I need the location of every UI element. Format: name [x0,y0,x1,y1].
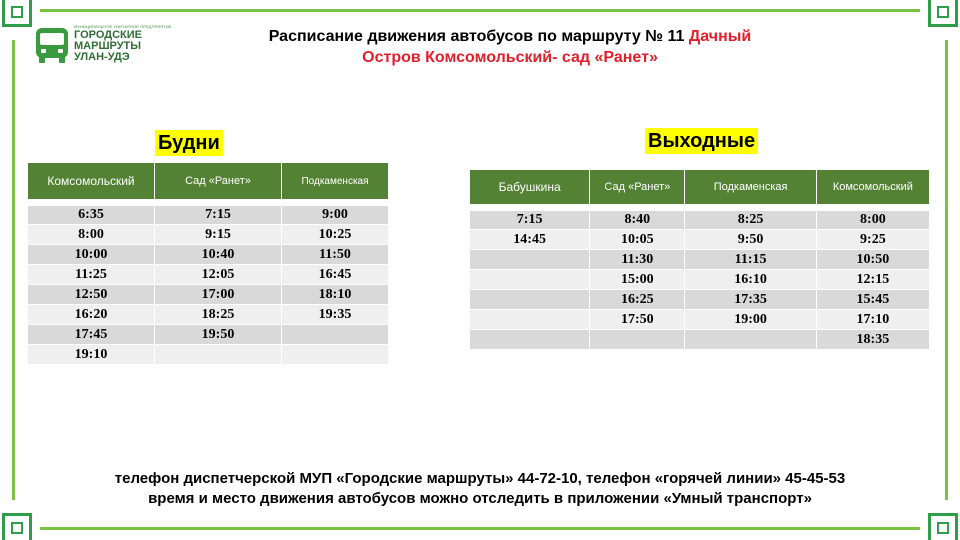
weekday-row [28,225,388,245]
weekend-time-cell: 11:15 [685,250,815,270]
weekend-time-cell: 16:10 [685,270,815,290]
weekday-time-cell: 10:00 [28,245,154,265]
weekday-time-cell: 8:00 [28,225,154,245]
weekday-row [28,345,388,365]
page-subtitle: Остров Комсомольский- сад «Ранет» [362,49,658,66]
weekend-time-cell: 9:50 [685,230,815,250]
weekend-time-cell [470,310,589,330]
weekend-row [470,270,929,290]
weekday-row [28,245,388,265]
title-accent: Дачный [688,28,752,45]
weekend-time-cell [470,270,589,290]
weekend-time-cell: 7:15 [470,206,589,230]
weekday-time-cell: 10:25 [282,225,388,245]
weekday-time-cell: 6:35 [28,201,154,225]
weekday-time-cell: 7:15 [155,201,281,225]
weekday-time-cell: 19:50 [155,325,281,345]
weekend-time-cell: 8:00 [817,206,929,230]
bus-icon [34,26,70,64]
weekday-time-cell [282,345,388,365]
weekday-col-header: Комсомольский [28,163,154,201]
weekdays-label: Будни [155,130,223,156]
weekday-time-cell: 19:10 [28,345,154,365]
weekend-time-cell: 10:05 [590,230,684,250]
weekend-col-header: Бабушкина [470,170,589,206]
footer-app-line: время и место движения автобусов можно отследить в приложении «Умный транспорт» [148,490,812,507]
weekday-row [28,305,388,325]
frame-left-line [12,40,15,500]
frame-corner-bottom-left [2,513,32,540]
weekend-time-cell: 14:45 [470,230,589,250]
weekends-label: Выходные [645,128,758,154]
weekend-time-cell: 12:15 [817,270,929,290]
weekday-time-cell: 17:00 [155,285,281,305]
weekend-row [470,310,929,330]
weekend-time-cell [685,330,815,350]
weekend-time-cell: 8:40 [590,206,684,230]
weekday-time-cell: 12:05 [155,265,281,285]
weekend-col-header: Сад «Ранет» [590,170,684,206]
frame-corner-top-right [928,0,958,27]
weekend-row [470,330,929,350]
logo-line-1: ГОРОДСКИЕ [74,29,142,41]
weekday-time-cell: 9:15 [155,225,281,245]
weekend-time-cell [470,250,589,270]
weekday-time-cell: 11:50 [282,245,388,265]
weekday-time-cell: 18:25 [155,305,281,325]
weekend-row [470,250,929,270]
weekend-time-cell: 15:45 [817,290,929,310]
logo-line-3: УЛАН-УДЭ [74,51,130,63]
weekend-time-cell: 9:25 [817,230,929,250]
frame-bottom-line [40,527,920,530]
weekend-row [470,206,929,230]
weekend-time-cell: 11:30 [590,250,684,270]
weekend-time-cell [470,330,589,350]
weekend-col-header: Комсомольский [817,170,929,206]
weekend-time-cell: 15:00 [590,270,684,290]
weekday-time-cell [282,325,388,345]
weekday-time-cell: 10:40 [155,245,281,265]
weekday-row [28,285,388,305]
weekend-time-cell: 16:25 [590,290,684,310]
page-title [170,28,850,46]
weekday-time-cell: 11:25 [28,265,154,285]
weekend-time-cell: 18:35 [817,330,929,350]
weekday-time-cell: 12:50 [28,285,154,305]
weekday-col-header: Сад «Ранет» [155,163,281,201]
weekend-time-cell: 17:35 [685,290,815,310]
weekend-time-cell [590,330,684,350]
weekday-time-cell [155,345,281,365]
frame-right-line [945,40,948,500]
company-logo [34,20,172,70]
title-main: Расписание движения автобусов по маршруту № 11 [268,28,685,45]
logo-small-text: МУНИЦИПАЛЬНОЕ УНИТАРНОЕ ПРЕДПРИЯТИЕ [74,24,172,29]
weekday-time-cell: 16:45 [282,265,388,285]
weekend-row [470,230,929,250]
weekend-time-cell: 17:50 [590,310,684,330]
weekday-time-cell: 18:10 [282,285,388,305]
weekend-row [470,290,929,310]
weekend-time-cell [470,290,589,310]
weekday-row [28,201,388,225]
weekend-schedule-table [469,170,930,350]
weekend-time-cell: 17:10 [817,310,929,330]
weekday-row [28,325,388,345]
weekday-time-cell: 19:35 [282,305,388,325]
weekend-col-header: Подкаменская [685,170,815,206]
weekday-row [28,265,388,285]
weekend-time-cell: 8:25 [685,206,815,230]
frame-top-line [40,9,920,12]
weekend-time-cell: 10:50 [817,250,929,270]
weekday-col-header: Подкаменская [282,163,388,201]
frame-corner-bottom-right [928,513,958,540]
logo-line-2: МАРШРУТЫ [74,40,142,52]
footer-phone-line: телефон диспетчерской МУП «Городские маршруты» 44-72-10, телефон «горячей линии» 45-45-53 [114,470,846,487]
weekday-time-cell: 9:00 [282,201,388,225]
weekday-time-cell: 17:45 [28,325,154,345]
frame-corner-top-left [2,0,32,27]
weekend-time-cell: 19:00 [685,310,815,330]
weekday-schedule-table [27,163,389,365]
weekday-time-cell: 16:20 [28,305,154,325]
